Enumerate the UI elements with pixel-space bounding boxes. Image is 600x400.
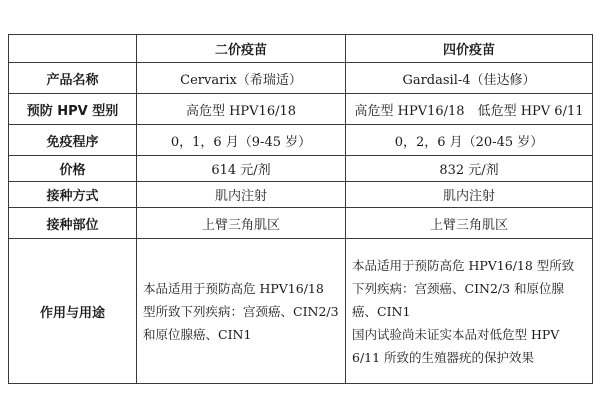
quadrivalent-schedule: 0，2，6 月（20-45 岁） bbox=[346, 125, 593, 156]
table-row-hpv-types bbox=[9, 94, 593, 125]
quadrivalent-route: 肌内注射 bbox=[346, 182, 593, 208]
table-row-site bbox=[9, 208, 593, 239]
bivalent-product-name: Cervarix（希瑞适） bbox=[137, 63, 346, 94]
header-bivalent: 二价疫苗 bbox=[137, 35, 346, 63]
quadrivalent-indications-text: 本品适用于预防高危 HPV16/18 型所致下列疾病：宫颈癌、CIN2/3 和原位腺癌、CIN1 bbox=[352, 257, 575, 319]
table-row-route bbox=[9, 182, 593, 208]
quadrivalent-site: 上臂三角肌区 bbox=[346, 208, 593, 239]
table-header-row bbox=[9, 35, 593, 63]
bivalent-indications-text: 本品适用于预防高危 HPV16/18 型所致下列疾病：宫颈癌、CIN2/3 和原位腺癌、CIN1 bbox=[143, 280, 339, 342]
table-row-indications bbox=[9, 239, 593, 384]
table-row-product-name bbox=[9, 63, 593, 94]
row-label-site: 接种部位 bbox=[9, 208, 137, 239]
document-page bbox=[8, 34, 593, 384]
bivalent-hpv-types: 高危型 HPV16/18 bbox=[137, 94, 346, 125]
header-blank-cell bbox=[9, 35, 137, 63]
row-label-price: 价格 bbox=[9, 156, 137, 182]
header-quadrivalent: 四价疫苗 bbox=[346, 35, 593, 63]
table-row-price bbox=[9, 156, 593, 182]
bivalent-site: 上臂三角肌区 bbox=[137, 208, 346, 239]
row-label-product-name: 产品名称 bbox=[9, 63, 137, 94]
row-label-route: 接种方式 bbox=[9, 182, 137, 208]
quadrivalent-indications bbox=[346, 239, 593, 384]
quadrivalent-price: 832 元/剂 bbox=[346, 156, 593, 182]
bivalent-schedule: 0，1，6 月（9-45 岁） bbox=[137, 125, 346, 156]
bivalent-route: 肌内注射 bbox=[137, 182, 346, 208]
bivalent-price: 614 元/剂 bbox=[137, 156, 346, 182]
row-label-hpv-types: 预防 HPV 型别 bbox=[9, 94, 137, 125]
bivalent-indications bbox=[137, 239, 346, 384]
hpv-vaccine-comparison-table bbox=[8, 34, 593, 384]
table-row-schedule bbox=[9, 125, 593, 156]
quadrivalent-product-name: Gardasil-4（佳达修） bbox=[346, 63, 593, 94]
row-label-schedule: 免疫程序 bbox=[9, 125, 137, 156]
quadrivalent-note-text: 国内试验尚未证实本品对低危型 HPV 6/11 所致的生殖器疣的保护效果 bbox=[352, 326, 560, 365]
quadrivalent-hpv-types: 高危型 HPV16/18 低危型 HPV 6/11 bbox=[346, 94, 593, 125]
row-label-indications: 作用与用途 bbox=[9, 239, 137, 384]
